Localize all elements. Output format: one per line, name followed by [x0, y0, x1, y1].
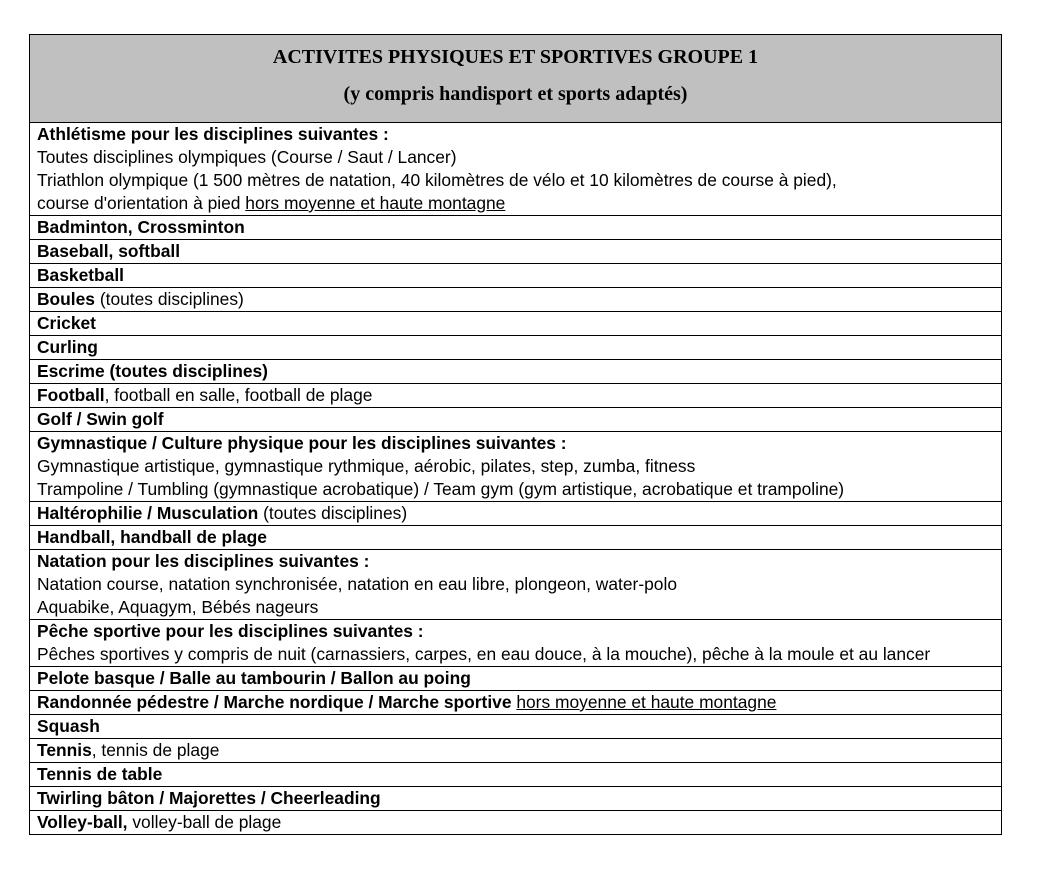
table-header-row	[30, 35, 1002, 123]
activity-cell-volley-ball	[30, 811, 1002, 835]
document-title: ACTIVITES PHYSIQUES ET SPORTIVES GROUPE 1	[272, 46, 759, 68]
table-row	[30, 123, 1002, 216]
table-row	[30, 240, 1002, 264]
table-row	[30, 216, 1002, 240]
activity-heading: Gymnastique / Culture physique pour les disciplines suivantes :	[37, 433, 567, 453]
activity-name: Pelote basque / Balle au tambourin / Ballon au poing	[37, 668, 471, 688]
activity-cell-tennis-de-table	[30, 763, 1002, 787]
table-row	[30, 763, 1002, 787]
activity-detail: Natation course, natation synchronisée, natation en eau libre, plongeon, water-polo	[37, 574, 678, 594]
table-row	[30, 264, 1002, 288]
activity-heading: Athlétisme pour les disciplines suivantes :	[37, 124, 389, 144]
activity-cell-athletisme	[30, 123, 1002, 216]
table-row	[30, 360, 1002, 384]
activity-detail: Aquabike, Aquagym, Bébés nageurs	[37, 597, 319, 617]
activity-cell-natation	[30, 550, 1002, 620]
table-row	[30, 408, 1002, 432]
table-row	[30, 526, 1002, 550]
activity-name: Haltérophilie / Musculation	[37, 503, 259, 523]
table-row	[30, 288, 1002, 312]
activity-name: Cricket	[37, 313, 96, 333]
activity-extra: volley-ball de plage	[127, 812, 282, 832]
activity-cell-twirling	[30, 787, 1002, 811]
table-row	[30, 739, 1002, 763]
activity-cell-peche	[30, 620, 1002, 667]
activity-cell-randonnee	[30, 691, 1002, 715]
activity-detail: Gymnastique artistique, gymnastique rythmique, aérobic, pilates, step, zumba, fitness	[37, 456, 696, 476]
activity-cell-baseball	[30, 240, 1002, 264]
activity-cell-halterophilie	[30, 502, 1002, 526]
table-row	[30, 502, 1002, 526]
activity-cell-curling	[30, 336, 1002, 360]
table-row	[30, 312, 1002, 336]
activity-detail: Pêches sportives y compris de nuit (carnassiers, carpes, en eau douce, à la mouche), pêche à la moule et au lancer	[37, 644, 931, 664]
activity-extra: , football en salle, football de plage	[104, 385, 373, 405]
activity-name: Football	[37, 385, 105, 405]
activity-cell-escrime	[30, 360, 1002, 384]
table-row	[30, 811, 1002, 835]
activity-name: Randonnée pédestre / Marche nordique / Marche sportive	[37, 692, 512, 712]
activity-detail	[37, 192, 1001, 215]
activity-cell-tennis	[30, 739, 1002, 763]
activity-heading: Natation pour les disciplines suivantes :	[37, 551, 370, 571]
table-row	[30, 715, 1002, 739]
table-row	[30, 550, 1002, 620]
activity-cell-golf	[30, 408, 1002, 432]
activity-cell-basketball	[30, 264, 1002, 288]
activity-cell-pelote	[30, 667, 1002, 691]
activity-name: Baseball, softball	[37, 241, 181, 261]
activity-detail: Trampoline / Tumbling (gymnastique acrobatique) / Team gym (gym artistique, acrobatique et trampoline)	[37, 479, 845, 499]
activity-extra: (toutes disciplines)	[258, 503, 408, 523]
activity-name: Handball, handball de plage	[37, 527, 267, 547]
table-row	[30, 384, 1002, 408]
document-subtitle: (y compris handisport et sports adaptés)	[343, 83, 688, 105]
activity-name: Escrime (toutes disciplines)	[37, 361, 268, 381]
activity-name: Squash	[37, 716, 100, 736]
activity-cell-gymnastique	[30, 432, 1002, 502]
activity-name: Tennis de table	[37, 764, 163, 784]
restriction-note: hors moyenne et haute montagne	[516, 692, 777, 712]
activity-cell-cricket	[30, 312, 1002, 336]
table-row	[30, 620, 1002, 667]
activity-name: Badminton, Crossminton	[37, 217, 245, 237]
activity-extra: , tennis de plage	[91, 740, 220, 760]
activity-name: Boules	[37, 289, 95, 309]
restriction-note: hors moyenne et haute montagne	[245, 193, 506, 213]
activity-detail: Triathlon olympique (1 500 mètres de natation, 40 kilomètres de vélo et 10 kilomètres de course à pied),	[37, 170, 837, 190]
activity-detail-text: course d'orientation à pied	[37, 193, 246, 213]
activity-name: Tennis	[37, 740, 92, 760]
activity-name: Curling	[37, 337, 98, 357]
table-row	[30, 336, 1002, 360]
table-header	[30, 35, 1002, 123]
activity-name: Basketball	[37, 265, 124, 285]
activity-heading: Pêche sportive pour les disciplines suivantes :	[37, 621, 424, 641]
activity-cell-handball	[30, 526, 1002, 550]
table-row	[30, 787, 1002, 811]
activity-cell-squash	[30, 715, 1002, 739]
activities-table	[29, 34, 1002, 835]
activity-name: Twirling bâton / Majorettes / Cheerleading	[37, 788, 381, 808]
activity-name: Volley-ball,	[37, 812, 128, 832]
activity-cell-football	[30, 384, 1002, 408]
activity-cell-badminton	[30, 216, 1002, 240]
table-row	[30, 691, 1002, 715]
activity-cell-boules	[30, 288, 1002, 312]
table-row	[30, 432, 1002, 502]
activity-detail: Toutes disciplines olympiques (Course / Saut / Lancer)	[37, 147, 457, 167]
table-row	[30, 667, 1002, 691]
activity-name: Golf / Swin golf	[37, 409, 164, 429]
activity-extra: (toutes disciplines)	[94, 289, 244, 309]
